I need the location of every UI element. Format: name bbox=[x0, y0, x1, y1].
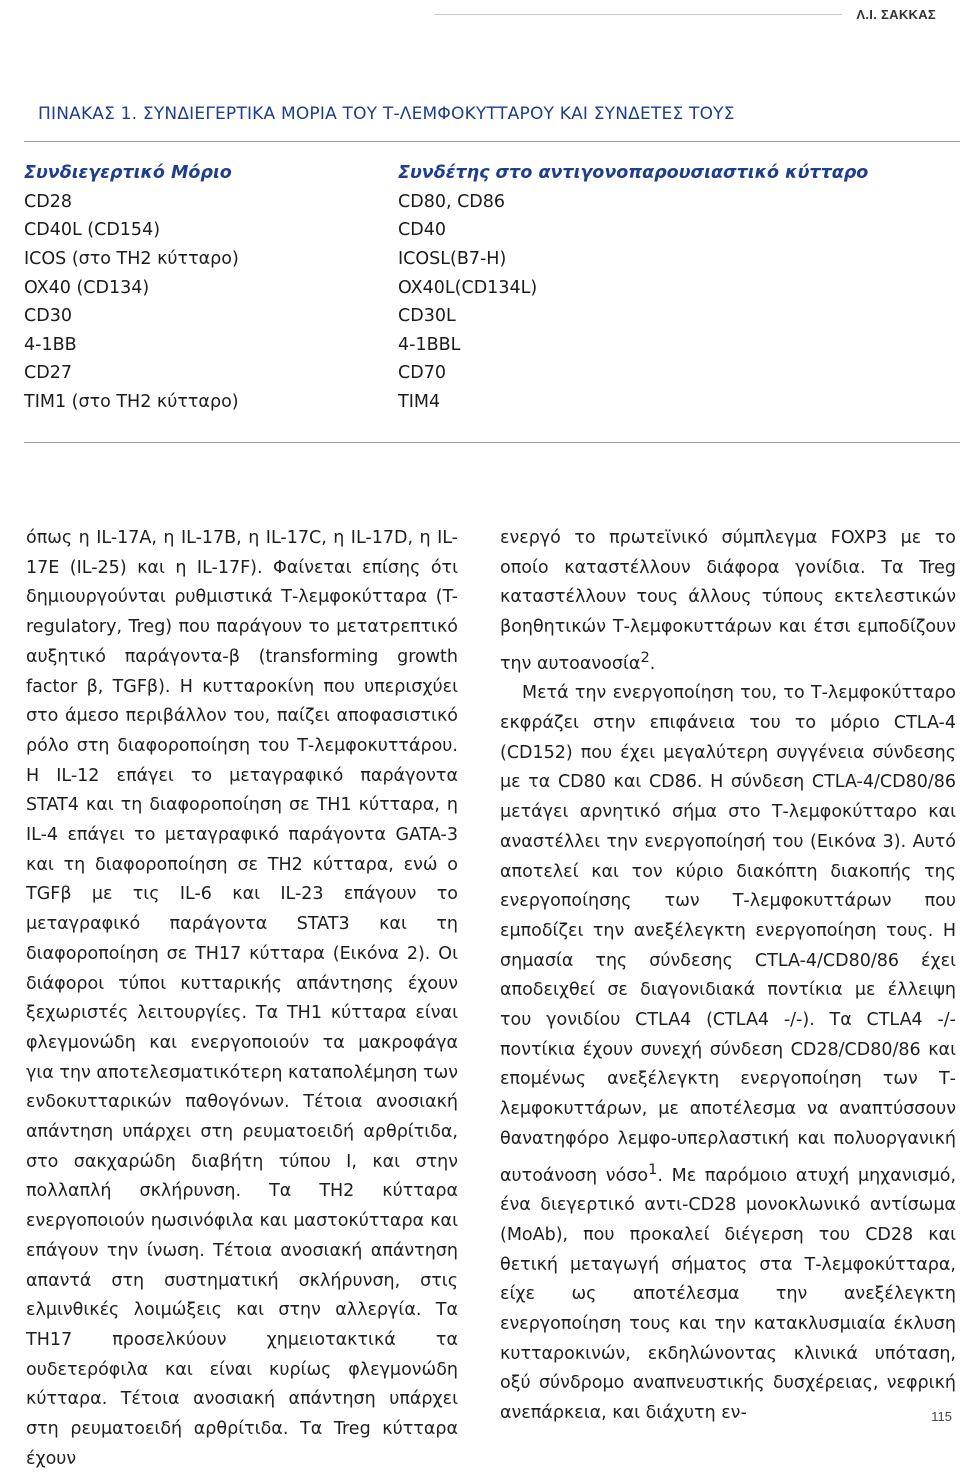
header-rule bbox=[434, 14, 842, 15]
molecule-cell: CD30 bbox=[24, 306, 72, 327]
table-bottom-rule bbox=[24, 442, 960, 443]
body-paragraph: όπως η IL-17A, η IL-17B, η IL-17C, η IL-17D, η IL-17E (IL-25) και η IL-17F). Φαίνεται επίσης ότι δημιουργούνται ρυθμιστικά Τ-λεμφοκύτταρα (T-regulatory, Treg) που παράγουν το μετατρεπτικό αυξητικό παράγοντα-β (transforming growth factor β, TGFβ). Η κυτταροκίνη που υπερισχύει στο άμεσο περιβάλλον του, παίζει αποφασιστικό ρόλο στη διαφοροποίηση του Τ-λεμφοκυττάρου. Η IL-12 επάγει το μεταγραφικό παράγοντα STAT4 και τη διαφοροποίηση σε TH1 κύτταρα, η IL-4 επάγει το μεταγραφικό παράγοντα GATA-3 και τη διαφοροποίηση σε TH2 κύτταρα, ενώ ο TGFβ με τις IL-6 και IL-23 επάγουν το μεταγραφικό παράγοντα STAT3 και τη διαφοροποίηση σε TH17 κύτταρα (Εικόνα 2). Οι διάφοροι τύποι κυτταρικής απάντησης έχουν ξεχωριστές λειτουργίες. Τα TH1 κύτταρα είναι φλεγμονώδη και ενεργοποιούν τα μακροφάγα για την αποτελεσματικότερη καταπολέμηση των ενδοκυτταρικών παθογόνων. Τέτοια ανοσιακή απάντηση υπάρχει στη ρευματοειδή αρθρίτιδα, στο σακχαρώδη διαβήτη τύπου I, και στην πολλαπλή σκλήρυνση. Τα TH2 κύτταρα ενεργοποιούν ηωσινόφιλα και μαστοκύτταρα και επάγουν την ίνωση. Τέτοια ανοσιακή απάντηση απαντά στη συστηματική σκλήρυνση, στις ελμινθικές λοιμώξεις και στην αλλεργία. Τα TH17 προσελκύουν χημειοτακτικά τα ουδετερόφιλα και είναι κυρίως φλεγμονώδη κύτταρα. Τέτοια ανοσιακή απάντηση υπάρχει στη ρευματοειδή αρθρίτιδα. Τα Treg κύτταρα έχουν bbox=[26, 528, 458, 1469]
table-header-cell: Συνδιεγερτικό Μόριο bbox=[24, 163, 232, 184]
table-title-rule bbox=[24, 141, 960, 142]
ligand-cell: CD80, CD86 bbox=[398, 191, 506, 212]
molecule-cell: CD27 bbox=[24, 363, 72, 384]
table-row bbox=[24, 273, 868, 302]
ligand-cell: OX40L(CD134L) bbox=[398, 277, 538, 298]
table-row bbox=[24, 388, 868, 417]
table-1 bbox=[24, 104, 960, 416]
paragraph-text: ενεργό το πρωτεϊνικό σύμπλεγμα FOXP3 με το οποίο καταστέλλουν διάφορα γονίδια. Τα Treg καταστέλλουν τους άλλους τύπους εκτελεστικών βοηθητικών Τ-λεμφοκυττάρων και έτσι εμποδίζουν την αυτοανοσία bbox=[500, 528, 956, 674]
body-paragraph bbox=[500, 679, 956, 1428]
table-row bbox=[24, 302, 868, 331]
page-number: 115 bbox=[931, 1409, 952, 1424]
ligand-cell: ICOSL(B7-H) bbox=[398, 249, 507, 270]
reference-superscript: 2 bbox=[640, 648, 650, 666]
table-row bbox=[24, 359, 868, 388]
table-row bbox=[24, 188, 868, 217]
paragraph-text: Μετά την ενεργοποίηση του, το Τ-λεμφοκύτταρο εκφράζει στην επιφάνεια του το μόριο CTLA-4 (CD152) που έχει μεγαλύτερη συγγένεια σύνδεσης με τα CD80 και CD86. Η σύνδεση CTLA-4/CD80/86 μετάγει αρνητικό σήμα στο Τ-λεμφοκύτταρο και αναστέλλει την ενεργοποίησή του (Εικόνα 3). Αυτό αποτελεί και τον κύριο διακόπτη διακοπής της ενεργοποίησης των Τ-λεμφοκυττάρων που εμποδίζει την ανεξέλεγκτη ενεργοποίηση τους. Η σημασία της σύνδεσης CTLA-4/CD80/86 έχει αποδειχθεί σε διαγονιδιακά ποντίκια με έλλειψη του γονιδίου CTLA4 (CTLA4 -/-). Τα CTLA4 -/- ποντίκια έχουν συνεχή σύνδεση CD28/CD80/86 και επομένως ανεξέλεγκτη ενεργοποίηση των Τ-λεμφοκυττάρων, με αποτέλεσμα να αναπτύσσουν θανατηφόρο λεμφο-υπερλαστική και πολυοργανική αυτοάνοση νόσο bbox=[500, 683, 956, 1186]
reference-superscript: 1 bbox=[648, 1160, 658, 1178]
molecule-cell: TIM1 (στο TH2 κύτταρο) bbox=[24, 392, 239, 413]
table-header-cell: Συνδέτης στο αντιγονοπαρουσιαστικό κύτταρο bbox=[398, 163, 869, 184]
molecule-cell: CD40L (CD154) bbox=[24, 220, 161, 241]
paragraph-text: . bbox=[649, 653, 656, 674]
costimulatory-molecules-table bbox=[24, 159, 868, 416]
molecule-cell: CD28 bbox=[24, 191, 72, 212]
ligand-cell: 4-1BBL bbox=[398, 334, 461, 355]
molecule-cell: ICOS (στο TH2 κύτταρο) bbox=[24, 249, 239, 270]
table-row bbox=[24, 331, 868, 360]
paragraph-text: . Με παρόμοιο ατυχή μηχανισμό, ένα διεγερτικό αντι-CD28 μονοκλωνικό αντίσωμα (MoAb), που προκαλεί διέγερση του CD28 και θετική μεταγωγή σήματος στα Τ-λεμφοκύτταρα, είχε ως αποτέλεσμα την ανεξέλεγκτη ενεργοποίηση τους και την κατακλυσμιαία έκλυση κυτταροκινών, εκδηλώνοντας κλινικά υπόταση, οξύ σύνδρομο αναπνευστικής δυσχέρειας, νεφρική ανεπάρκεια, και διάχυτη εν- bbox=[500, 1165, 957, 1424]
ligand-cell: CD70 bbox=[398, 363, 446, 384]
running-head bbox=[434, 2, 936, 26]
body-column-left bbox=[26, 524, 458, 1475]
table-row bbox=[24, 216, 868, 245]
running-head-author: Λ.Ι. ΣΑΚΚΑΣ bbox=[856, 6, 936, 22]
table-row bbox=[24, 245, 868, 274]
body-column-right bbox=[500, 524, 956, 1429]
ligand-cell: CD40 bbox=[398, 220, 446, 241]
table-title: ΠΙΝΑΚΑΣ 1. ΣΥΝΔΙΕΓΕΡΤΙΚΑ ΜΟΡΙΑ ΤΟΥ Τ-ΛΕΜΦΟΚΥΤΤΑΡΟΥ ΚΑΙ ΣΥΝΔΕΤΕΣ ΤΟΥΣ bbox=[38, 104, 735, 124]
molecule-cell: OX40 (CD134) bbox=[24, 277, 150, 298]
ligand-cell: CD30L bbox=[398, 306, 456, 327]
molecule-cell: 4-1BB bbox=[24, 334, 77, 355]
ligand-cell: TIM4 bbox=[398, 392, 441, 413]
table-header-row bbox=[24, 159, 868, 188]
body-paragraph bbox=[500, 524, 956, 679]
